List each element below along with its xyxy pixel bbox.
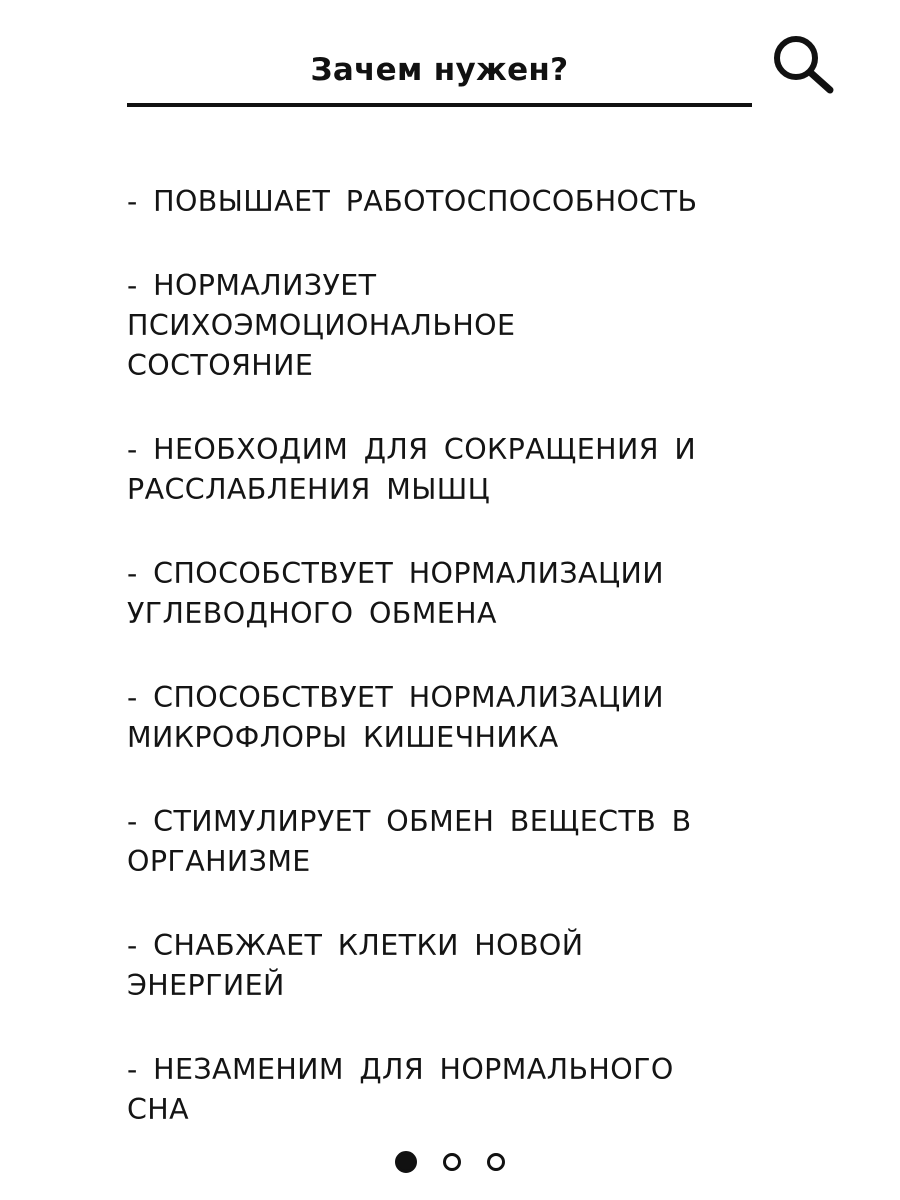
benefits-list — [127, 182, 827, 1174]
pagination-dot-2[interactable] — [443, 1153, 461, 1171]
list-item: - ПОВЫШАЕТ РАБОТОСПОСОБНОСТЬ — [127, 185, 698, 218]
list-item: - СНАБЖАЕТ КЛЕТКИ НОВОЙ ЭНЕРГИЕЙ — [127, 929, 584, 1002]
list-item: - СПОСОБСТВУЕТ НОРМАЛИЗАЦИИ МИКРОФЛОРЫ КИШЕЧНИКА — [127, 681, 664, 754]
pagination-dots — [0, 1151, 900, 1179]
pagination-dot-1[interactable] — [395, 1151, 417, 1173]
list-item: - НЕЗАМЕНИМ ДЛЯ НОРМАЛЬНОГО СНА — [127, 1053, 674, 1126]
search-button[interactable] — [770, 32, 838, 98]
search-icon — [770, 32, 838, 98]
header — [127, 40, 752, 108]
page-title: Зачем нужен? — [310, 52, 569, 88]
list-item: - СПОСОБСТВУЕТ НОРМАЛИЗАЦИИ УГЛЕВОДНОГО ОБМЕНА — [127, 557, 664, 630]
list-item: - НЕОБХОДИМ ДЛЯ СОКРАЩЕНИЯ И РАССЛАБЛЕНИЯ МЫШЦ — [127, 433, 697, 506]
list-item: - НОРМАЛИЗУЕТ ПСИХОЭМОЦИОНАЛЬНОЕ СОСТОЯНИЕ — [127, 269, 516, 382]
list-item: - СТИМУЛИРУЕТ ОБМЕН ВЕЩЕСТВ В ОРГАНИЗМЕ — [127, 805, 692, 878]
title-underline — [127, 103, 752, 107]
pagination-dot-3[interactable] — [487, 1153, 505, 1171]
